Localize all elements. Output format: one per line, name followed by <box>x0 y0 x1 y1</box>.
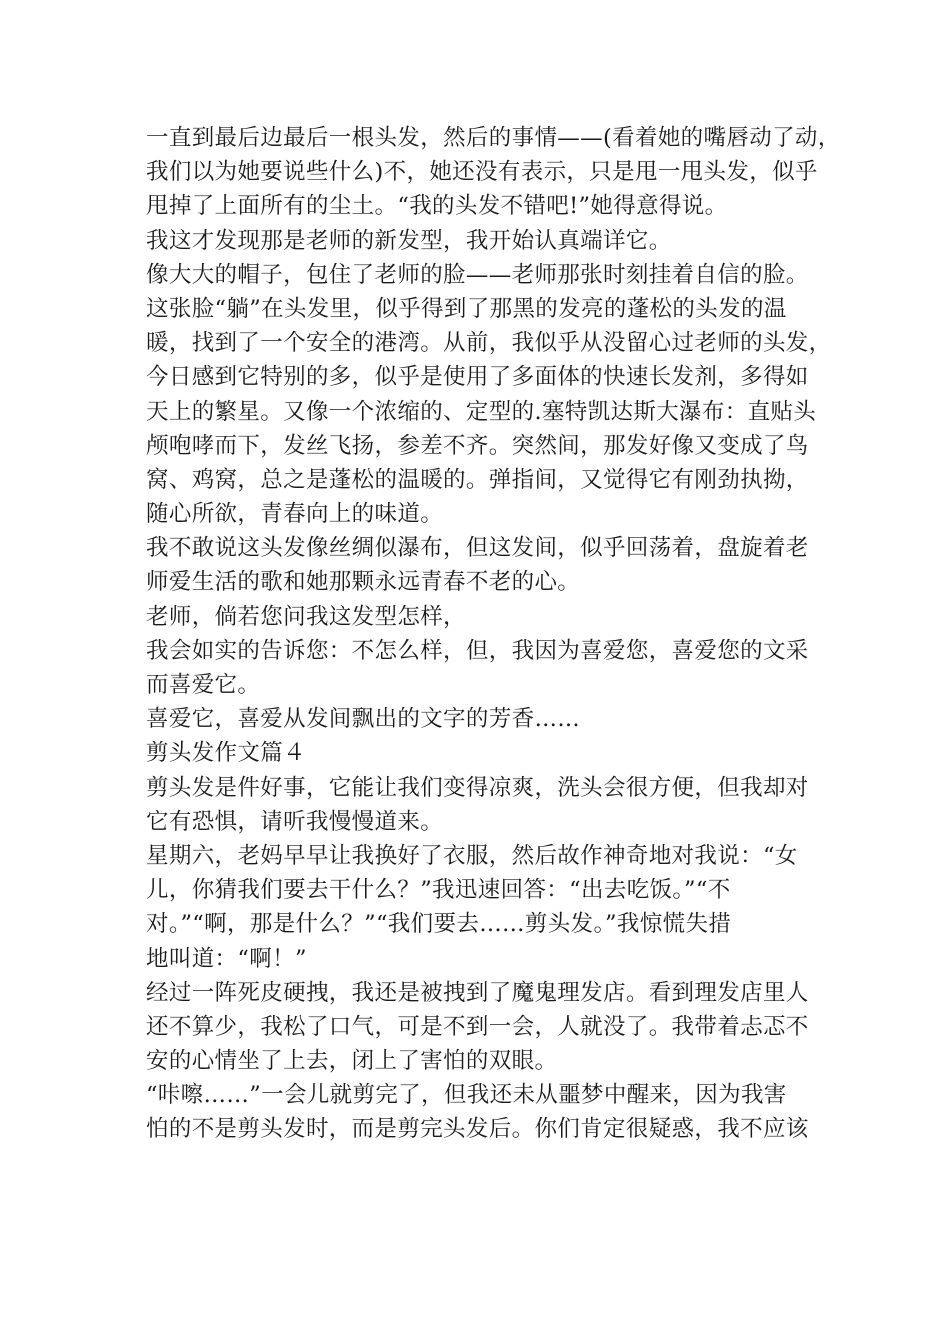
paragraph <box>146 600 836 634</box>
text-line: 像大大的帽子，包住了老师的脸——老师那张时刻挂着自信的脸。 <box>146 261 809 288</box>
text-line: 怕的不是剪头发时，而是剪完头发后。你们肯定很疑惑，我不应该 <box>146 1116 809 1143</box>
text-line: 我会如实的告诉您：不怎么样，但，我因为喜爱您，喜爱您的文采 <box>146 637 809 664</box>
paragraph <box>146 292 836 531</box>
text-line: 暖，找到了一个安全的港湾。从前，我似乎从没留心过老师的头发， <box>146 330 832 357</box>
text-line: 剪头发作文篇４ <box>146 740 306 767</box>
text-line: 剪头发是件好事，它能让我们变得凉爽，洗头会很方便，但我却对 <box>146 774 809 801</box>
text-line: 我们以为她要说些什么)不，她还没有表示，只是甩一甩头发，似乎 <box>146 159 818 186</box>
text-line: 它有恐惧，请听我慢慢道来。 <box>146 808 444 835</box>
text-line: 随心所欲，青春向上的味道。 <box>146 501 444 528</box>
paragraph <box>146 121 841 224</box>
text-line: 我不敢说这头发像丝绸似瀑布，但这发间，似乎回荡着，盘旋着老 <box>146 535 809 562</box>
text-line: 安的心情坐了上去，闭上了害怕的双眼。 <box>146 1048 558 1075</box>
paragraph <box>146 771 836 839</box>
text-line: 地叫道：“啊！” <box>146 945 307 972</box>
text-line: 星期六，老妈早早让我换好了衣服，然后故作神奇地对我说：“女 <box>146 842 798 869</box>
text-line: 这张脸“躺”在头发里，似乎得到了那黑的发亮的蓬松的头发的温 <box>146 295 787 322</box>
text-line: 甩掉了上面所有的尘土。“我的头发不错吧!”她得意得说。 <box>146 193 728 220</box>
paragraph <box>146 634 836 702</box>
text-line: 我这才发现那是老师的新发型，我开始认真端详它。 <box>146 227 672 254</box>
text-line: 还不算少，我松了口气，可是不到一会，人就没了。我带着忐忑不 <box>146 1013 809 1040</box>
text-line: 儿，你猜我们要去干什么？”我迅速回答：“出去吃饭。”“不 <box>146 877 731 904</box>
document-body <box>146 121 841 1147</box>
text-line: 窝、鸡窝，总之是蓬松的温暖的。弹指间，又觉得它有刚劲执拗， <box>146 466 809 493</box>
text-line: 对。”“啊，那是什么？”“我们要去……剪头发。”我惊慌失措 <box>146 911 732 938</box>
text-line: 老师，倘若您问我这发型怎样， <box>146 603 466 630</box>
text-line: 一直到最后边最后一根头发，然后的事情——(看着她的嘴唇动了动， <box>146 125 841 151</box>
text-line: “咔嚓……”一会儿就剪完了，但我还未从噩梦中醒来，因为我害 <box>146 1082 787 1109</box>
paragraph <box>146 1078 836 1146</box>
text-line: 颅咆哮而下，发丝飞扬，参差不齐。突然间，那发好像又变成了鸟 <box>146 432 809 459</box>
text-line: 师爱生活的歌和她那颗永远青春不老的心。 <box>146 569 581 596</box>
text-line: 经过一阵死皮硬拽，我还是被拽到了魔鬼理发店。看到理发店里人 <box>146 979 809 1006</box>
paragraph <box>146 976 836 1079</box>
paragraph <box>146 736 836 770</box>
paragraph <box>146 531 836 599</box>
paragraph <box>146 839 836 976</box>
text-line: 而喜爱它。 <box>146 672 261 698</box>
paragraph <box>146 224 836 258</box>
text-line: 天上的繁星。又像一个浓缩的、定型的.塞特凯达斯大瀑布：直贴头 <box>146 398 817 425</box>
paragraph <box>146 702 836 736</box>
paragraph <box>146 258 836 292</box>
text-line: 喜爱它，喜爱从发间飘出的文字的芳香…… <box>146 706 581 733</box>
text-line: 今日感到它特别的多，似乎是使用了多面体的快速长发剂，多得如 <box>146 364 809 391</box>
